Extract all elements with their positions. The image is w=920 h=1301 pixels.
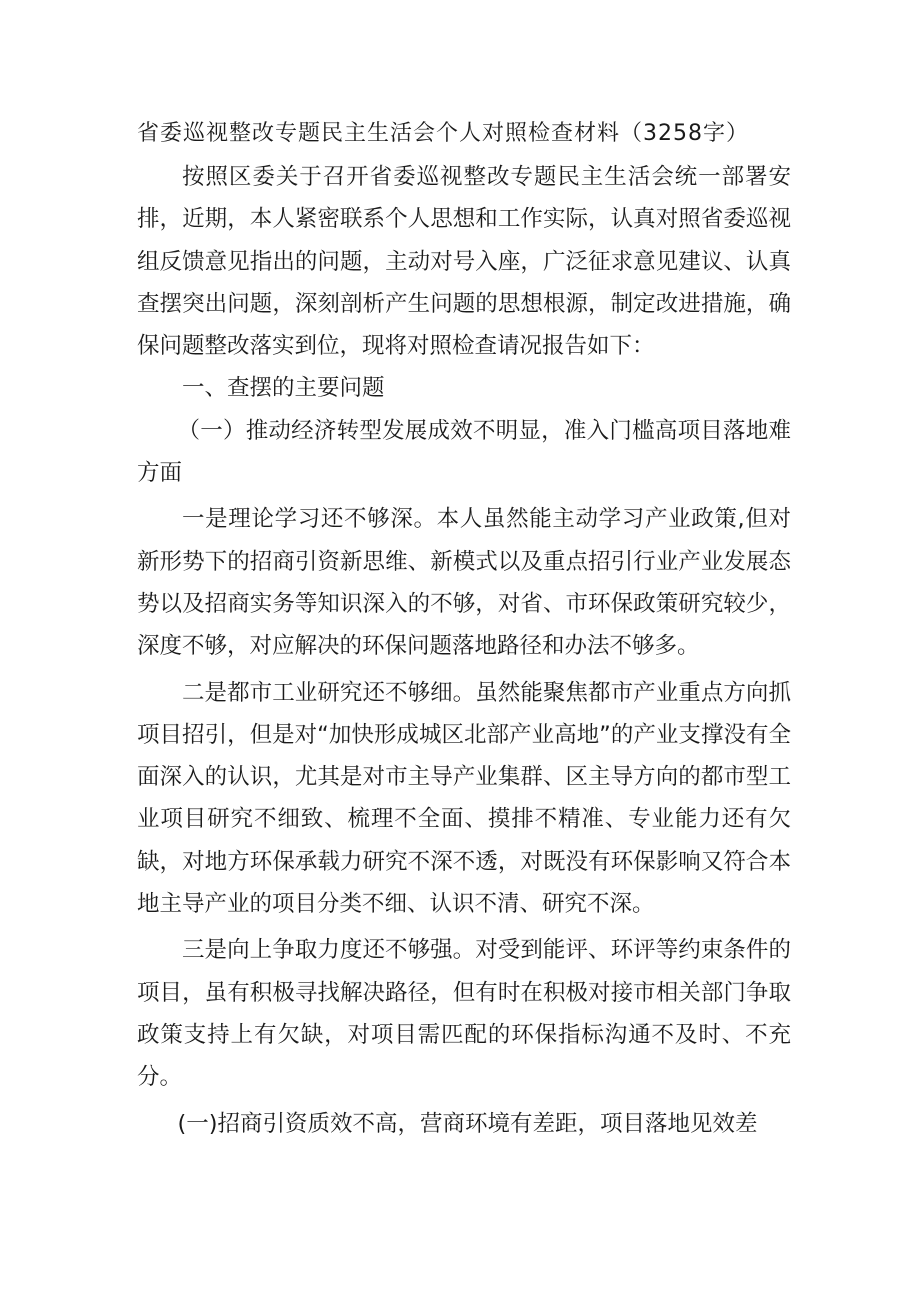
subsection-heading-2: (一)招商引资质效不高，营商环境有差距，项目落地见效差 [177,1110,758,1137]
document-title: 省委巡视整改专题民主生活会个人对照检查材料（3258字） [137,121,749,146]
document-body [137,112,791,1145]
point-paragraph-1: 一是理论学习还不够深。本人虽然能主动学习产业政策,但对新形势下的招商引资新思维、新模式以及重点招引行业产业发展态势以及招商实务等知识深入的不够，对省、市环保政策研究较少，深度不够，对应解决的环保问题落地路径和办法不够多。 [137,506,791,660]
subsection-heading-1: （一）推动经济转型发展成效不明显，准入门槛高项目落地难方面 [137,417,791,487]
point-paragraph-2: 二是都市工业研究还不够细。虽然能聚焦都市产业重点方向抓项目招引，但是对“加快形成城区北部产业高地”的产业支撑没有全面深入的认识，尤其是对市主导产业集群、区主导方向的都市型工业项目研究不细致、梳理不全面、摸排不精准、专业能力还有欠缺，对地方环保承载力研究不深不透，对既没有环保影响又符合本地主导产业的项目分类不细、认识不清、研究不深。 [137,679,791,918]
section-heading-1: 一、查摆的主要问题 [182,375,385,402]
point-paragraph-3: 三是向上争取力度还不够强。对受到能评、环评等约束条件的项目，虽有积极寻找解决路径，但有时在积极对接市相关部门争取政策支持上有欠缺，对项目需匹配的环保指标沟通不及时、不充分。 [137,937,791,1091]
intro-paragraph: 按照区委关于召开省委巡视整改专题民主生活会统一部署安排，近期，本人紧密联系个人思想和工作实际，认真对照省委巡视组反馈意见指出的问题，主动对号入座，广泛征求意见建议、认真查摆突出问题，深刻剖析产生问题的思想根源，制定改进措施，确保问题整改落实到位，现将对照检查请况报告如下： [137,164,791,360]
